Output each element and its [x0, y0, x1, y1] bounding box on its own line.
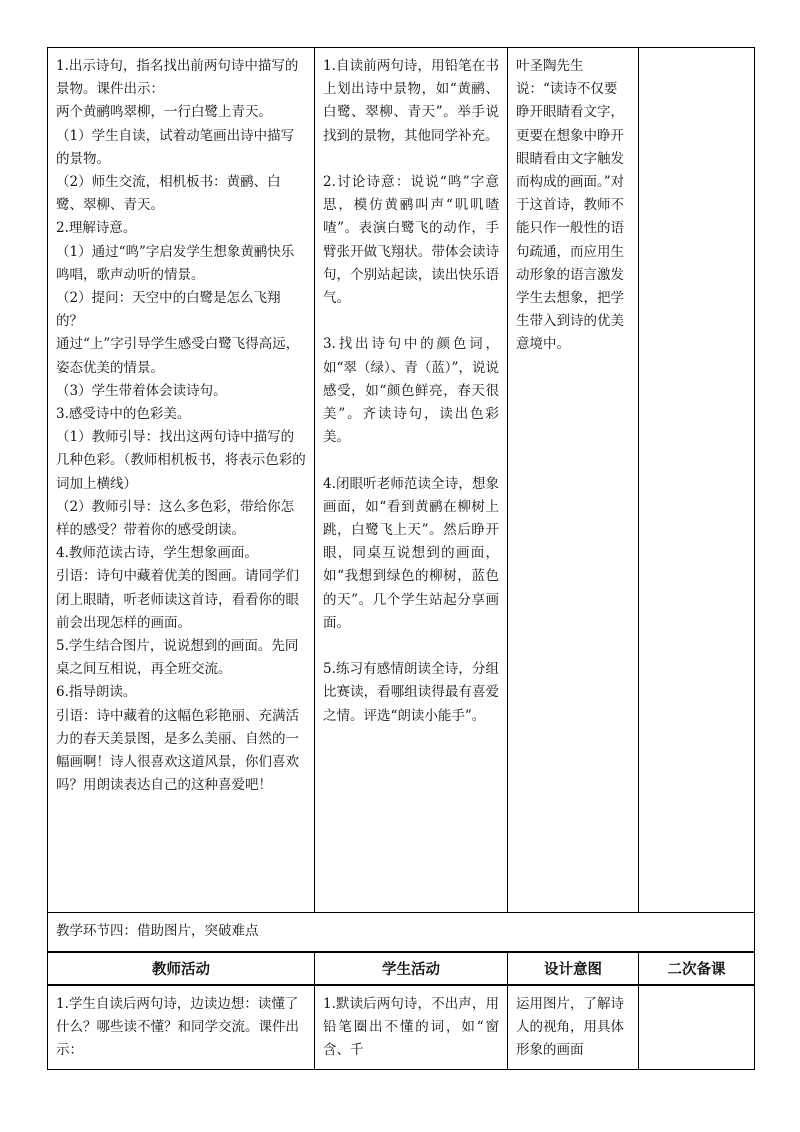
section-title: 教学环节四：借助图片，突破难点: [56, 923, 259, 940]
table-row: [48, 48, 755, 913]
header-secondary-prep: 二次备课: [639, 952, 755, 985]
teacher-activity-line: 4.教师范读古诗，学生想象画面。: [56, 545, 258, 562]
secondary-prep-cell: [639, 48, 755, 913]
section-title-cell: [48, 913, 755, 953]
teacher-activity-line: （2）师生交流，相机板书：黄鹂、白鹭、翠柳、青天。: [56, 174, 281, 214]
section-row: [48, 913, 755, 953]
student-activity-line: 3.找出诗句中的颜色词，如“翠（绿）、青（蓝）”，说说感受，如“颜色鲜亮，春天很美”。齐读诗句，读出色彩美。: [323, 336, 499, 446]
student-activity-text: 1.默读后两句诗，不出声，用铅笔圈出不懂的词，如“窗含、千: [323, 996, 499, 1059]
table-row: [48, 985, 755, 1070]
header-teacher-activity: 教师活动: [48, 952, 315, 985]
teacher-activity-text: 1.学生自读后两句诗，边读边想：读懂了什么？哪些读不懂？和同学交流。课件出示：: [56, 996, 299, 1059]
lesson-plan-table: [47, 47, 755, 1070]
design-intent-cell: [508, 48, 639, 913]
student-activity-cell: [315, 985, 508, 1070]
teacher-activity-line: 3.感受诗中的色彩美。: [56, 406, 191, 423]
secondary-prep-cell: [639, 985, 755, 1070]
teacher-activity-line: （3）学生带着体会读诗句。: [56, 382, 227, 399]
teacher-activity-line: 引语：诗中藏着的这幅色彩艳丽、充满活力的春天美景图，是多么美丽、自然的一幅画啊！诗人很喜欢这道风景，你们喜欢吗？用朗读表达自己的这种喜爱吧！: [56, 707, 299, 794]
teacher-activity-line: （2）提问：天空中的白鹭是怎么飞翔的？: [56, 290, 281, 330]
teacher-activity-line: 1.出示诗句，指名找出前两句诗中描写的景物。课件出示：: [56, 58, 299, 98]
teacher-activity-line: （1）教师引导：找出这两句诗中描写的几种色彩。（教师相机板书，将表示色彩的词加上横线）: [56, 429, 306, 492]
spacer: [323, 635, 499, 658]
spacer: [323, 148, 499, 171]
teacher-activity-cell: [48, 48, 315, 913]
student-activity-line: 5.练习有感情朗读全诗，分组比赛读，看哪组读得最有喜爱之情。评选“朗读小能手”。: [323, 661, 499, 724]
teacher-activity-line: 通过“上”字引导学生感受白鹭飞得高远，姿态优美的情景。: [56, 336, 300, 376]
design-intent-text: 叶圣陶先生说：“读诗不仅要睁开眼睛看文字，更要在想象中睁开眼睛看由文字触发而构成的画面。”对于这首诗，教师不能只作一般性的语句疏通，而应用生动形象的语言激发学生去想象，把学生带入到诗的优美意境中。: [516, 58, 625, 353]
teacher-activity-line: （1）通过“鸣”字启发学生想象黄鹂快乐鸣唱，歌声动听的情景。: [56, 243, 295, 283]
header-student-activity: 学生活动: [315, 952, 508, 985]
teacher-activity-line: 引语：诗句中藏着优美的图画。请同学们闭上眼睛，听老师读这首诗，看看你的眼前会出现怎样的画面。: [56, 568, 299, 631]
teacher-activity-line: 2.理解诗意。: [56, 220, 137, 237]
teacher-activity-line: 两个黄鹂鸣翠柳，一行白鹭上青天。: [56, 104, 272, 121]
teacher-activity-cell: [48, 985, 315, 1070]
teacher-activity-line: （2）教师引导：这么多色彩，带给你怎样的感受？带着你的感受朗读。: [56, 498, 295, 539]
student-activity-line: 4.闭眼听老师范读全诗，想象画面，如“看到黄鹂在柳树上跳，白鹭飞上天”。然后睁开眼，同桌互说想到的画面，如“我想到绿色的柳树，蓝色的天”。几个学生站起分享画面。: [323, 475, 499, 631]
spacer: [323, 310, 499, 333]
student-activity-cell: [315, 48, 508, 913]
teacher-activity-line: 6.指导朗读。: [56, 684, 137, 701]
student-activity-line: 2.讨论诗意：说说“鸣”字意思，模仿黄鹂叫声“叽叽喳喳”。表演白鹭飞的动作，手臂张开做飞翔状。带体会读诗句，个别站起读，读出快乐语气。: [323, 174, 499, 307]
lesson-plan-page: [47, 47, 754, 1070]
design-intent-cell: [508, 985, 639, 1070]
header-design-intent: 设计意图: [508, 952, 639, 985]
teacher-activity-line: （1）学生自读，试着动笔画出诗中描写的景物。: [56, 127, 295, 167]
spacer: [323, 449, 499, 472]
header-row: [48, 952, 755, 985]
student-activity-line: 1.自读前两句诗，用铅笔在书上划出诗中景物，如“黄鹂、白鹭、翠柳、青天”。举手说找到的景物，其他同学补充。: [323, 58, 499, 144]
teacher-activity-line: 5.学生结合图片，说说想到的画面。先同桌之间互相说，再全班交流。: [56, 638, 299, 678]
design-intent-text: 运用图片，了解诗人的视角，用具体形象的画面: [516, 996, 624, 1059]
